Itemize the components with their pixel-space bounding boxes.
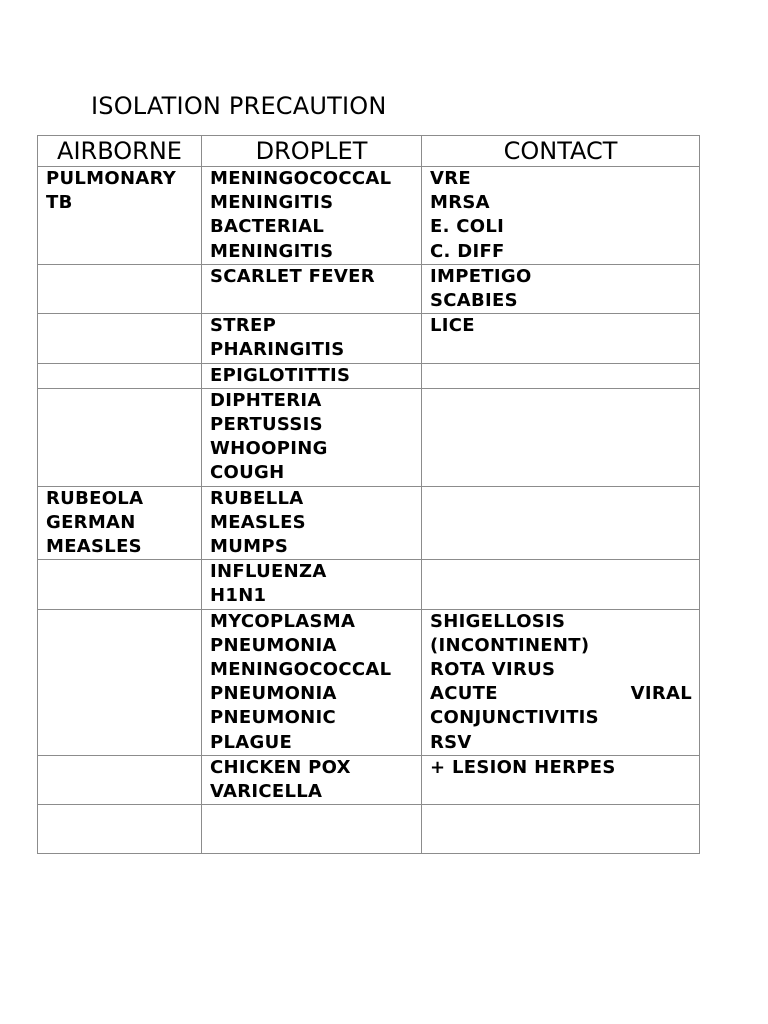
droplet-cell <box>202 609 422 755</box>
droplet-cell <box>202 805 422 854</box>
contact-cell <box>422 363 700 388</box>
droplet-cell <box>202 314 422 363</box>
airborne-cell-line: TB <box>46 192 73 214</box>
droplet-cell-line: PNEUMONIA <box>210 683 337 705</box>
header-contact: CONTACT <box>422 136 700 167</box>
contact-cell-line: E. COLI <box>430 216 505 238</box>
airborne-cell-line: MEASLES <box>46 536 142 558</box>
droplet-cell-line: VARICELLA <box>210 781 323 803</box>
table-row <box>38 805 700 854</box>
airborne-cell-line: GERMAN <box>46 511 136 533</box>
contact-cell-line: MRSA <box>430 192 490 214</box>
contact-cell-line: SHIGELLOSIS <box>430 610 566 632</box>
contact-cell-line: C. DIFF <box>430 240 505 262</box>
droplet-cell-line: INFLUENZA <box>210 561 327 583</box>
header-airborne: AIRBORNE <box>38 136 202 167</box>
droplet-cell <box>202 755 422 804</box>
contact-cell-line: LICE <box>430 315 475 337</box>
table-row <box>38 363 700 388</box>
droplet-cell-line: DIPHTERIA <box>210 389 322 411</box>
droplet-cell-line: PERTUSSIS <box>210 414 323 436</box>
contact-cell-line: RSV <box>430 731 472 753</box>
droplet-cell-line: MYCOPLASMA <box>210 610 356 632</box>
contact-cell-line: (INCONTINENT) <box>430 634 590 656</box>
airborne-cell <box>38 314 202 363</box>
droplet-cell-line: MENINGITIS <box>210 240 334 262</box>
droplet-cell <box>202 560 422 609</box>
contact-cell <box>422 388 700 486</box>
airborne-cell-line: RUBEOLA <box>46 487 144 509</box>
airborne-cell-line: PULMONARY <box>46 168 177 189</box>
airborne-cell <box>38 805 202 854</box>
droplet-cell-line: BACTERIAL <box>210 216 325 238</box>
table-row <box>38 609 700 755</box>
droplet-cell-line: PNEUMONIA <box>210 634 337 656</box>
airborne-cell <box>38 264 202 313</box>
airborne-cell <box>38 167 202 265</box>
contact-cell <box>422 755 700 804</box>
droplet-cell-line: STREP <box>210 315 277 337</box>
droplet-cell-line: EPIGLOTITTIS <box>210 364 351 386</box>
droplet-cell-line: WHOOPING <box>210 438 328 460</box>
droplet-cell-line: MUMPS <box>210 536 289 558</box>
droplet-cell <box>202 363 422 388</box>
airborne-cell <box>38 388 202 486</box>
droplet-cell-line: COUGH <box>210 462 285 484</box>
table-row <box>38 314 700 363</box>
droplet-cell <box>202 264 422 313</box>
droplet-cell-line: MENINGOCOCCAL <box>210 168 392 189</box>
airborne-cell <box>38 486 202 560</box>
header-droplet: DROPLET <box>202 136 422 167</box>
droplet-cell <box>202 486 422 560</box>
droplet-cell-line: PNEUMONIC <box>210 707 337 729</box>
contact-cell-line: VRE <box>430 168 471 189</box>
contact-cell-line: ACUTE VIRAL <box>430 683 692 705</box>
contact-cell-line: SCABIES <box>430 290 518 312</box>
contact-cell <box>422 609 700 755</box>
contact-cell <box>422 167 700 265</box>
table-row <box>38 388 700 486</box>
document-title: ISOLATION PRECAUTION <box>91 92 387 120</box>
airborne-cell <box>38 755 202 804</box>
droplet-cell-line: H1N1 <box>210 585 267 607</box>
table-row <box>38 560 700 609</box>
droplet-cell-line: RUBELLA <box>210 487 304 509</box>
contact-cell <box>422 314 700 363</box>
contact-cell-line: IMPETIGO <box>430 265 532 287</box>
contact-cell <box>422 486 700 560</box>
droplet-cell-line: MENINGITIS <box>210 192 334 214</box>
contact-cell <box>422 805 700 854</box>
droplet-cell-line: MENINGOCOCCAL <box>210 659 392 681</box>
contact-cell <box>422 264 700 313</box>
droplet-cell-line: PLAGUE <box>210 731 293 753</box>
contact-cell <box>422 560 700 609</box>
contact-cell-line: ROTA VIRUS <box>430 659 556 681</box>
airborne-cell <box>38 609 202 755</box>
droplet-cell-line: MEASLES <box>210 511 306 533</box>
droplet-cell-line: PHARINGITIS <box>210 339 345 361</box>
table-row <box>38 264 700 313</box>
table-row <box>38 755 700 804</box>
table-header-row <box>38 136 700 167</box>
droplet-cell-line: SCARLET FEVER <box>210 265 375 287</box>
table-row <box>38 486 700 560</box>
table-row <box>38 167 700 265</box>
droplet-cell <box>202 167 422 265</box>
airborne-cell <box>38 560 202 609</box>
droplet-cell <box>202 388 422 486</box>
contact-cell-line: CONJUNCTIVITIS <box>430 707 599 729</box>
droplet-cell-line: CHICKEN POX <box>210 756 351 778</box>
airborne-cell <box>38 363 202 388</box>
isolation-precaution-table <box>37 135 700 854</box>
table-body <box>38 167 700 854</box>
contact-cell-line: + LESION HERPES <box>430 756 616 778</box>
